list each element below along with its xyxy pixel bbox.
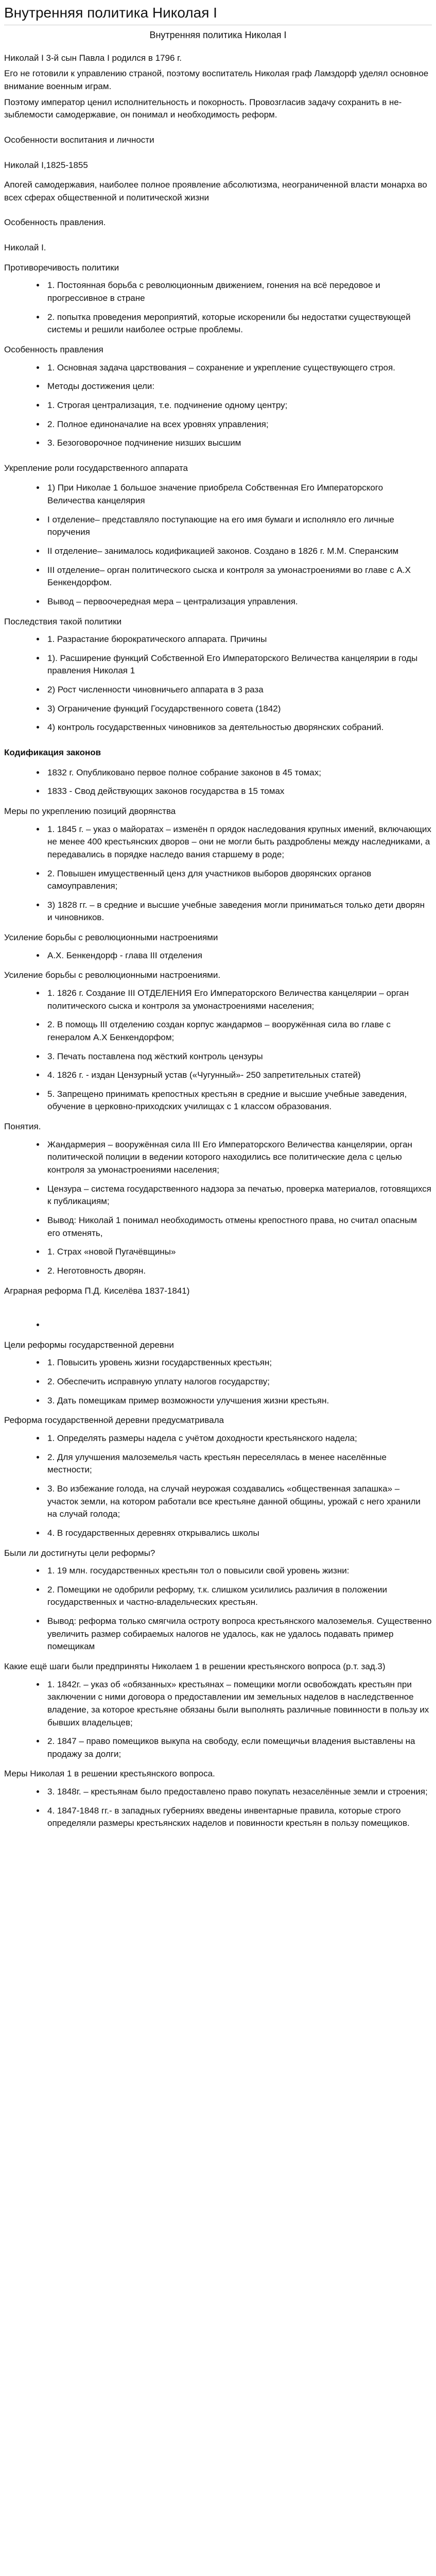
list-item: • 2. Полное единоначалие на всех уровнях управления; xyxy=(45,418,432,431)
bullet-list xyxy=(4,362,432,450)
list-item: • 3) 1828 гг. – в средние и высшие учебные заведения могли приниматься только дети дворян и чиновников. xyxy=(45,899,432,924)
list-item: • Жандармерия – вооружённая сила III Его Императорского Величества канцелярии, орган политической полиции в ведении которого находились все политические дела с целью контроля за умонастроениями населения; xyxy=(45,1139,432,1177)
list-item: • 3. 1848г. – крестьянам было предоставлено право покупать незаселённые земли и строения; xyxy=(45,1786,432,1799)
bullet-list xyxy=(4,950,432,962)
section-heading: Особенности воспитания и личности xyxy=(4,134,154,145)
list-item: • 5. Запрещено принимать крепостных крестьян в средние и высшие учебные заведения, обучение в церковно-приходских училищах с 1 классом образования. xyxy=(45,1088,432,1113)
section-heading: Укрепление роли государственного аппарата xyxy=(4,463,188,473)
bullet-list xyxy=(4,767,432,798)
bullet-list xyxy=(4,1357,432,1407)
list-item: • 2. В помощь III отделению создан корпус жандармов – вооружённая сила во главе с генералом А.Х Бенкендорфом; xyxy=(45,1019,432,1044)
paragraph: Усиление борьбы с революционными настроениями xyxy=(4,933,218,943)
section-heading: Особенность правления. xyxy=(4,217,106,228)
paragraph: Цели реформы государственной деревни xyxy=(4,1340,174,1350)
list-item: • 1. 1842г. – указ об «обязанных» крестьянах – помещики могли освобождать крестьян при заключении с ними договора о предоставлении им земельных наделов в наследственное владение, за которое крестьяне обязаны были выполнять различные повинности в пользу их бывших владельцев; xyxy=(45,1679,432,1730)
paragraph: Аграрная реформа П.Д. Киселёва 1837-1841) xyxy=(4,1285,190,1296)
list-item: • 3) Ограничение функций Государственного совета (1842) xyxy=(45,703,432,716)
list-item: • 1833 - Свод действующих законов государства в 15 томах xyxy=(45,785,432,798)
list-item: • 2. Повышен имущественный ценз для участников выборов дворянских органов самоуправления; xyxy=(45,868,432,893)
page-title: Внутренняя политика Николая I xyxy=(4,4,432,25)
paragraph: Меры Николая 1 в решении крестьянского вопроса. xyxy=(4,1769,215,1779)
list-item: • 3. Во избежание голода, на случай неурожая создавались «общественная запашка» – участок земли, на котором работали все крестьяне данной общины, урожай с него хранили на случай голода; xyxy=(45,1483,432,1521)
bullet-list xyxy=(4,823,432,924)
bullet-list xyxy=(4,1679,432,1761)
bullet-list xyxy=(4,633,432,734)
list-item: • 1. 19 млн. государственных крестьян тол о повысили свой уровень жизни: xyxy=(45,1565,432,1578)
bullet-list xyxy=(4,1139,432,1278)
paragraph: Какие ещё шаги были предприняты Николаем 1 в решении крестьянского вопроса (р.т. зад.3) xyxy=(4,1661,386,1671)
list-item: • II отделение– занималось кодификацией законов. Создано в 1826 г. М.М. Сперанским xyxy=(45,545,432,558)
section-heading: Николай I,1825-1855 xyxy=(4,160,88,170)
bullet-list xyxy=(4,279,432,336)
list-item: • 1. Повысить уровень жизни государственных крестьян; xyxy=(45,1357,432,1369)
paragraph: Понятия. xyxy=(4,1122,41,1132)
spacer xyxy=(4,1300,432,1314)
list-item: • 1. 1845 г. – указ о майоратах – изменён п орядок наследования крупных имений, включающих не менее 400 крестьянских дворов – они не могли быть раздроблены между наследниками, а передавались в порядке наследо вания старшему в роде; xyxy=(45,823,432,861)
section-heading: Кодификация законов xyxy=(4,748,101,758)
bullet-list xyxy=(4,1319,432,1332)
bullet-list xyxy=(4,1432,432,1539)
list-item: • Цензура – система государственного надзора за печатью, проверка материалов, готовящихся к публикациям; xyxy=(45,1183,432,1208)
paragraph: Поэтому император ценил исполнительность и покорность. Провозгласив задачу сохранить в не-зыблемости самодержавие, он понимал и необходимость реформ. xyxy=(4,97,402,120)
list-item: • Вывод: Николай 1 понимал необходимость отмены крепостного права, но считал опасным его отменять, xyxy=(45,1214,432,1240)
section-heading: Николай I. xyxy=(4,243,46,253)
list-item: • 4. 1847-1848 гг.- в западных губерниях введены инвентарные правила, которые строго определяли размеры крестьянских наделов и повинности крестьян в пользу помещиков. xyxy=(45,1805,432,1830)
list-item: • 2. попытка проведения мероприятий, которые искоренили бы недостатки существующей системы и решили наиболее острые проблемы. xyxy=(45,311,432,336)
paragraph: Противоречивость политики xyxy=(4,262,119,273)
list-item: • 1. Основная задача царствования – сохранение и укрепление существующего строя. xyxy=(45,362,432,375)
bullet-list xyxy=(4,987,432,1113)
list-item: • 2. Помещики не одобрили реформу, т.к. слишком усилились различия в положении государственных и частно-владельческих крестьян. xyxy=(45,1584,432,1609)
list-item: • Вывод: реформа только смягчила остроту вопроса крестьянского малоземелья. Существенно увеличить размер собираемых налогов не удалось, как не удалось подавать пример помещикам xyxy=(45,1615,432,1653)
list-item: • 2. 1847 – право помещиков выкупа на свободу, если помещичьи владения выставлены на продажу за долги; xyxy=(45,1735,432,1760)
list-item: • 4. 1826 г. - издан Цензурный устав («Чугунный»- 250 запретительных статей) xyxy=(45,1069,432,1082)
list-item: • 2. Неготовность дворян. xyxy=(45,1265,432,1278)
list-item: • Методы достижения цели: xyxy=(45,380,432,393)
list-item xyxy=(45,1319,432,1332)
list-item: • 1832 г. Опубликовано первое полное собрание законов в 45 томах; xyxy=(45,767,432,779)
paragraph: Его не готовили к управлению страной, поэтому воспитатель Николая граф Ламздорф уделял основное внимание военным играм. xyxy=(4,69,429,91)
list-item: • 3. Печать поставлена под жёсткий контроль цензуры xyxy=(45,1050,432,1063)
list-item: • 3. Дать помещикам пример возможности улучшения жизни крестьян. xyxy=(45,1395,432,1408)
document-heading: Внутренняя политика Николая I xyxy=(149,29,287,40)
list-item: • Вывод – первоочередная мера – централизация управления. xyxy=(45,596,432,608)
list-item: • 2) Рост численности чиновничьего аппарата в 3 раза xyxy=(45,684,432,697)
bullet-list xyxy=(4,1565,432,1653)
paragraph: Реформа государственной деревни предусматривала xyxy=(4,1415,224,1426)
bullet-list xyxy=(4,482,432,608)
paragraph: Усиление борьбы с революционными настроениями. xyxy=(4,970,221,980)
document-body xyxy=(4,52,432,1830)
paragraph: Особенность правления xyxy=(4,344,103,354)
list-item: • I отделение– представляло поступающие на его имя бумаги и исполняло его личные поручения xyxy=(45,514,432,539)
list-item: • 1. Постоянная борьба с революционным движением, гонения на всё передовое и прогрессивное в стране xyxy=(45,279,432,304)
list-item: • III отделение– орган политического сыска и контроля за умонастроениями во главе с А.Х Бенкендорфом. xyxy=(45,564,432,589)
list-item: • 2. Обеспечить исправную уплату налогов государству; xyxy=(45,1376,432,1388)
list-item: • 3. Безоговорочное подчинение низших высшим xyxy=(45,437,432,450)
paragraph: Николай I 3-й сын Павла I родился в 1796 г. xyxy=(4,53,182,63)
list-item: • 4. В государственных деревнях открывались школы xyxy=(45,1527,432,1540)
paragraph: Последствия такой политики xyxy=(4,616,122,626)
list-item: • 1. Строгая централизация, т.е. подчинение одному центру; xyxy=(45,399,432,412)
paragraph: Меры по укреплению позиций дворянства xyxy=(4,806,176,816)
list-item: • 1. Разрастание бюрократического аппарата. Причины xyxy=(45,633,432,646)
list-item: • 1). Расширение функций Собственной Его Императорского Величества канцелярии в годы правления Николая 1 xyxy=(45,652,432,677)
list-item: • 1. Определять размеры надела с учётом доходности крестьянского надела; xyxy=(45,1432,432,1445)
list-item: • 1) При Николае 1 большое значение приобрела Собственная Его Императорского Величества канцелярия xyxy=(45,482,432,507)
list-item: • 2. Для улучшения малоземелья часть крестьян переселялась в менее населённые местности; xyxy=(45,1451,432,1477)
list-item: • 1. Страх «новой Пугачёвщины» xyxy=(45,1246,432,1259)
paragraph: Апогей самодержавия, наиболее полное проявление абсолютизма, неограниченной власти монарха во всех сферах общественной и политической жизни xyxy=(4,180,427,202)
bullet-list xyxy=(4,1786,432,1830)
list-item: • 1. 1826 г. Создание III ОТДЕЛЕНИЯ Его Императорского Величества канцелярии – орган политического сыска и контроля за умонастроениями населения; xyxy=(45,987,432,1012)
list-item: • 4) контроль государственных чиновников за деятельностью дворянских собраний. xyxy=(45,721,432,734)
paragraph: Были ли достигнуты цели реформы? xyxy=(4,1548,155,1558)
list-item: • А.Х. Бенкендорф - глава III отделения xyxy=(45,950,432,962)
